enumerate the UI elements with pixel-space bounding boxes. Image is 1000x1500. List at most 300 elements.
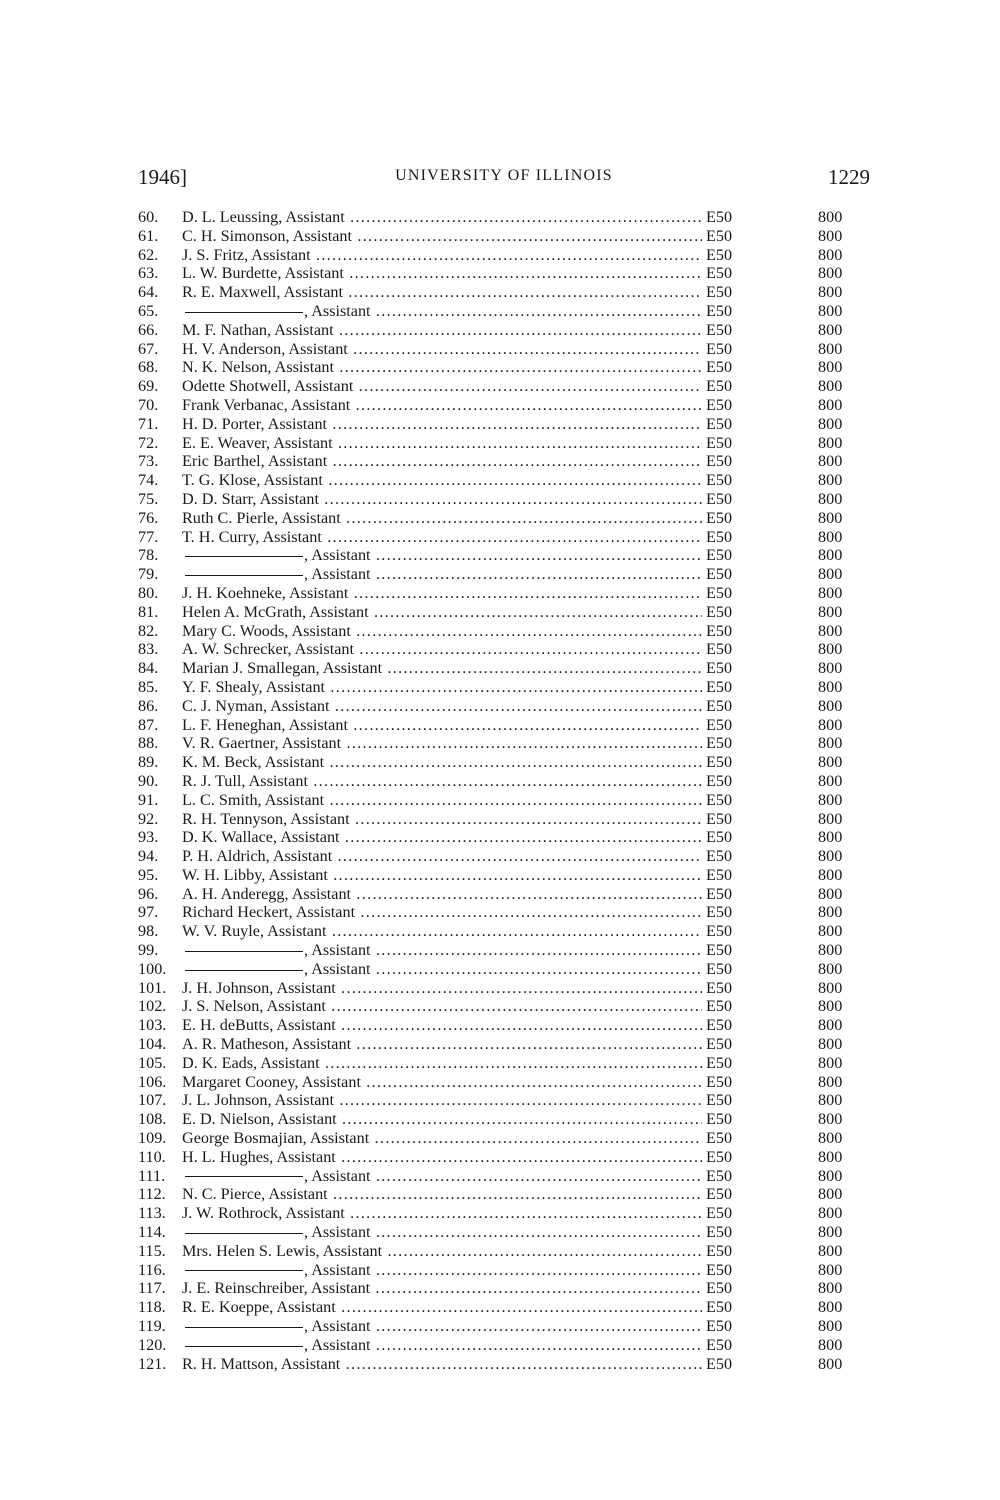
list-item [138,1355,870,1374]
list-item [138,1091,870,1110]
entry-code: E50 [702,434,756,453]
entry-number: 113. [138,1204,166,1223]
entry-number: 107. [138,1091,167,1110]
entry-code: E50 [702,1129,756,1148]
list-item [138,1148,870,1167]
entry-amount: 800 [818,527,843,546]
entry-amount: 800 [818,1129,843,1148]
list-item [138,753,870,772]
header-title: UNIVERSITY OF ILLINOIS [395,167,613,184]
entry-code: E50 [702,753,756,772]
entry-amount: 800 [818,922,843,941]
entry-name: Ruth C. Pierle, Assistant ..... [182,509,740,528]
entry-name: R. H. Tennyson, Assistant ..... [182,810,740,829]
entry-code: E50 [702,227,756,246]
entry-name: D. K. Wallace, Assistant ..... [182,828,740,847]
list-item [138,340,870,359]
entry-name: W. V. Ruyle, Assistant ..... [182,922,740,941]
entry-code: E50 [702,452,756,471]
entry-code: E50 [702,1054,756,1073]
entry-code: E50 [702,791,756,810]
entry-code: E50 [702,565,756,584]
entry-name: T. H. Curry, Assistant ..... [182,528,740,547]
entry-name: R. J. Tull, Assistant ..... [182,772,740,791]
vacant-dash [185,1270,303,1271]
entry-number: 76. [138,508,159,527]
entry-code: E50 [702,490,756,509]
list-item [138,979,870,998]
list-item [138,640,870,659]
entry-amount: 800 [818,283,843,302]
entry-name-text: , Assistant [304,941,371,960]
entry-code: E50 [702,509,756,528]
entry-number: 104. [138,1035,167,1054]
list-item [138,434,870,453]
header-year: 1946] [138,165,187,189]
entry-number: 116. [138,1260,166,1279]
entry-name: R. E. Koeppe, Assistant ..... [182,1298,740,1317]
page-number: 1229 [828,165,870,189]
list-item [138,584,870,603]
entry-name: N. C. Pierce, Assistant ..... [182,1185,740,1204]
list-item [138,772,870,791]
entry-amount: 800 [818,753,843,772]
entry-code: E50 [702,302,756,321]
entry-amount: 800 [818,226,843,245]
entry-number: 91. [138,790,159,809]
entry-code: E50 [702,358,756,377]
list-item [138,734,870,753]
entry-number: 96. [138,884,159,903]
entry-amount: 800 [818,602,843,621]
page-header [138,165,870,191]
vacant-dash [185,1233,303,1234]
entry-code: E50 [702,885,756,904]
entry-number: 106. [138,1072,167,1091]
list-item [138,452,870,471]
entry-amount: 800 [818,471,843,490]
vacant-dash [185,951,303,952]
entry-amount: 800 [818,301,843,320]
entry-amount: 800 [818,1110,843,1129]
entry-amount: 800 [818,847,843,866]
entry-amount: 800 [818,1298,843,1317]
list-item [138,678,870,697]
entry-name-text: , Assistant [304,1335,371,1354]
entry-code: E50 [702,1261,756,1280]
entry-number: 108. [138,1110,167,1129]
list-item [138,828,870,847]
entry-name: George Bosmajian, Assistant ..... [182,1129,740,1148]
list-item [138,1298,870,1317]
entry-code: E50 [702,471,756,490]
entry-number: 100. [138,959,167,978]
entry-amount: 800 [818,395,843,414]
entry-number: 71. [138,414,159,433]
entry-name: H. D. Porter, Assistant ..... [182,415,740,434]
entry-code: E50 [702,979,756,998]
entry-name [182,1167,740,1186]
entry-amount: 800 [818,1072,843,1091]
entry-code: E50 [702,659,756,678]
entry-amount: 800 [818,1053,843,1072]
entry-amount: 800 [818,1241,843,1260]
entry-code: E50 [702,772,756,791]
entry-number: 92. [138,809,159,828]
vacant-dash [185,575,303,576]
entry-name: J. S. Nelson, Assistant ..... [182,997,740,1016]
list-item [138,960,870,979]
entry-code: E50 [702,1336,756,1355]
entry-number: 98. [138,922,159,941]
entry-code: E50 [702,622,756,641]
entry-number: 65. [138,301,159,320]
list-item [138,565,870,584]
entry-number: 121. [138,1354,167,1373]
entry-amount: 800 [818,1279,843,1298]
list-item [138,603,870,622]
entry-name [182,941,740,960]
entry-code: E50 [702,1148,756,1167]
entry-code: E50 [702,716,756,735]
entry-amount: 800 [818,696,843,715]
entry-code: E50 [702,528,756,547]
entry-amount: 800 [818,245,843,264]
list-item [138,1242,870,1261]
entry-code: E50 [702,1016,756,1035]
entry-name-text: , Assistant [304,1166,371,1185]
entry-name: A. W. Schrecker, Assistant ..... [182,640,740,659]
entry-name: L. F. Heneghan, Assistant ..... [182,716,740,735]
list-item [138,509,870,528]
entry-name: P. H. Aldrich, Assistant ..... [182,847,740,866]
list-item [138,1129,870,1148]
entry-code: E50 [702,603,756,622]
entry-amount: 800 [818,583,843,602]
list-item [138,1204,870,1223]
entry-amount: 800 [818,339,843,358]
entry-number: 105. [138,1053,167,1072]
entry-code: E50 [702,678,756,697]
entry-code: E50 [702,997,756,1016]
entry-name: K. M. Beck, Assistant ..... [182,753,740,772]
entry-number: 97. [138,903,159,922]
entry-name [182,960,740,979]
entry-amount: 800 [818,1166,843,1185]
entry-amount: 800 [818,377,843,396]
entry-number: 85. [138,677,159,696]
entry-amount: 800 [818,452,843,471]
vacant-dash [185,970,303,971]
entry-name: Helen A. McGrath, Assistant ..... [182,603,740,622]
list-item [138,847,870,866]
entry-number: 95. [138,865,159,884]
entry-amount: 800 [818,358,843,377]
entry-name: J. H. Koehneke, Assistant ..... [182,584,740,603]
entry-amount: 800 [818,941,843,960]
entry-number: 74. [138,471,159,490]
entry-number: 110. [138,1147,166,1166]
entry-number: 79. [138,565,159,584]
entry-code: E50 [702,866,756,885]
entry-name: H. V. Anderson, Assistant ..... [182,340,740,359]
entry-code: E50 [702,1279,756,1298]
entry-amount: 800 [818,264,843,283]
entry-number: 120. [138,1335,167,1354]
entry-name: Eric Barthel, Assistant ..... [182,452,740,471]
entry-name: V. R. Gaertner, Assistant ..... [182,734,740,753]
list-item [138,885,870,904]
entry-number: 60. [138,208,159,226]
entry-name: A. H. Anderegg, Assistant ..... [182,885,740,904]
entry-name: Mary C. Woods, Assistant ..... [182,622,740,641]
entry-code: E50 [702,734,756,753]
entry-number: 80. [138,583,159,602]
entry-amount: 800 [818,508,843,527]
entry-number: 70. [138,395,159,414]
entry-amount: 800 [818,433,843,452]
entry-name-text: , Assistant [304,1223,371,1242]
entry-name: R. H. Mattson, Assistant ..... [182,1355,740,1374]
entry-number: 82. [138,621,159,640]
entry-name: D. L. Leussing, Assistant ..... [182,208,740,227]
entry-amount: 800 [818,320,843,339]
entry-number: 62. [138,245,159,264]
entry-amount: 800 [818,1204,843,1223]
entry-number: 102. [138,997,167,1016]
entry-name: Odette Shotwell, Assistant ..... [182,377,740,396]
list-item [138,1054,870,1073]
entry-amount: 800 [818,1185,843,1204]
list-item [138,396,870,415]
entry-name: E. E. Weaver, Assistant ..... [182,434,740,453]
entry-name [182,1317,740,1336]
entry-code: E50 [702,810,756,829]
vacant-dash [185,556,303,557]
list-item [138,716,870,735]
entry-amount: 800 [818,884,843,903]
list-item [138,697,870,716]
entry-number: 114. [138,1223,166,1242]
list-item [138,377,870,396]
list-item [138,791,870,810]
entry-amount: 800 [818,1335,843,1354]
entry-name [182,1336,740,1355]
entry-name-text: , Assistant [304,1317,371,1336]
entry-amount: 800 [818,828,843,847]
entry-number: 77. [138,527,159,546]
entry-name-text: , Assistant [304,959,371,978]
entry-code: E50 [702,208,756,227]
entries-list [138,208,870,1373]
entry-number: 111. [138,1166,166,1185]
entry-name [182,546,740,565]
vacant-dash [185,1346,303,1347]
entry-number: 75. [138,489,159,508]
entry-code: E50 [702,922,756,941]
list-item [138,471,870,490]
list-item [138,866,870,885]
entry-number: 115. [138,1241,166,1260]
list-item [138,227,870,246]
entry-number: 101. [138,978,167,997]
entry-number: 99. [138,941,159,960]
entry-name-text: , Assistant [304,565,371,584]
entry-amount: 800 [818,1260,843,1279]
entry-name-text: , Assistant [304,1260,371,1279]
entry-code: E50 [702,1204,756,1223]
entry-amount: 800 [818,959,843,978]
entry-code: E50 [702,283,756,302]
entry-name: Y. F. Shealy, Assistant ..... [182,678,740,697]
list-item [138,1185,870,1204]
entry-code: E50 [702,321,756,340]
list-item [138,997,870,1016]
entry-amount: 800 [818,659,843,678]
entry-code: E50 [702,415,756,434]
entry-amount: 800 [818,734,843,753]
entry-code: E50 [702,1317,756,1336]
entry-name: Marian J. Smallegan, Assistant ..... [182,659,740,678]
entry-amount: 800 [818,903,843,922]
entry-code: E50 [702,396,756,415]
entry-name: J. L. Johnson, Assistant ..... [182,1091,740,1110]
list-item [138,358,870,377]
list-item [138,264,870,283]
vacant-dash [185,1176,303,1177]
entry-number: 67. [138,339,159,358]
entry-amount: 800 [818,208,843,226]
entry-name: L. C. Smith, Assistant ..... [182,791,740,810]
list-item [138,415,870,434]
entry-amount: 800 [818,489,843,508]
entry-amount: 800 [818,997,843,1016]
entry-name: T. G. Klose, Assistant ..... [182,471,740,490]
entry-name: J. S. Fritz, Assistant ..... [182,246,740,265]
entry-amount: 800 [818,771,843,790]
vacant-dash [185,312,303,313]
entry-amount: 800 [818,565,843,584]
entry-number: 94. [138,847,159,866]
entry-number: 66. [138,320,159,339]
list-item [138,1261,870,1280]
entry-number: 90. [138,771,159,790]
entry-name [182,1223,740,1242]
entry-code: E50 [702,903,756,922]
entry-amount: 800 [818,677,843,696]
list-item [138,1110,870,1129]
entry-number: 112. [138,1185,166,1204]
entry-amount: 800 [818,1016,843,1035]
entry-number: 78. [138,546,159,565]
entry-name: E. D. Nielson, Assistant ..... [182,1110,740,1129]
list-item [138,1016,870,1035]
entry-amount: 800 [818,1223,843,1242]
list-item [138,941,870,960]
entry-number: 86. [138,696,159,715]
entry-amount: 800 [818,414,843,433]
entry-amount: 800 [818,1035,843,1054]
entry-amount: 800 [818,715,843,734]
entry-amount: 800 [818,640,843,659]
entry-code: E50 [702,246,756,265]
entry-number: 72. [138,433,159,452]
entry-amount: 800 [818,1147,843,1166]
entry-number: 81. [138,602,159,621]
entry-code: E50 [702,640,756,659]
entry-name: A. R. Matheson, Assistant ..... [182,1035,740,1054]
list-item [138,208,870,227]
entry-code: E50 [702,1355,756,1374]
entry-number: 87. [138,715,159,734]
entry-amount: 800 [818,546,843,565]
entry-code: E50 [702,847,756,866]
entry-code: E50 [702,1223,756,1242]
list-item [138,1167,870,1186]
entry-name: D. K. Eads, Assistant ..... [182,1054,740,1073]
entry-number: 84. [138,659,159,678]
entry-number: 68. [138,358,159,377]
list-item [138,1035,870,1054]
entry-code: E50 [702,1298,756,1317]
entry-name [182,1261,740,1280]
list-item [138,1336,870,1355]
entry-number: 83. [138,640,159,659]
entry-number: 93. [138,828,159,847]
entry-code: E50 [702,340,756,359]
entry-number: 119. [138,1317,166,1336]
entry-code: E50 [702,1073,756,1092]
entry-name-text: , Assistant [304,546,371,565]
entry-name: J. H. Johnson, Assistant ..... [182,979,740,998]
list-item [138,1073,870,1092]
entry-name: N. K. Nelson, Assistant ..... [182,358,740,377]
list-item [138,528,870,547]
entry-number: 88. [138,734,159,753]
entry-number: 118. [138,1298,166,1317]
entry-name: Margaret Cooney, Assistant ..... [182,1073,740,1092]
list-item [138,622,870,641]
entry-name [182,565,740,584]
list-item [138,283,870,302]
entry-code: E50 [702,960,756,979]
list-item [138,659,870,678]
entry-number: 73. [138,452,159,471]
entry-code: E50 [702,546,756,565]
entry-number: 63. [138,264,159,283]
list-item [138,302,870,321]
list-item [138,246,870,265]
entry-number: 69. [138,377,159,396]
entry-name: Frank Verbanac, Assistant ..... [182,396,740,415]
entry-code: E50 [702,264,756,283]
entry-name-text: , Assistant [304,301,371,320]
list-item [138,922,870,941]
entry-code: E50 [702,1242,756,1261]
entry-name: R. E. Maxwell, Assistant ..... [182,283,740,302]
list-item [138,1223,870,1242]
entry-name: W. H. Libby, Assistant ..... [182,866,740,885]
entry-name [182,302,740,321]
entry-number: 64. [138,283,159,302]
entry-amount: 800 [818,1317,843,1336]
entry-number: 109. [138,1129,167,1148]
vacant-dash [185,1327,303,1328]
entry-number: 89. [138,753,159,772]
list-item [138,490,870,509]
entry-code: E50 [702,1185,756,1204]
entry-number: 103. [138,1016,167,1035]
